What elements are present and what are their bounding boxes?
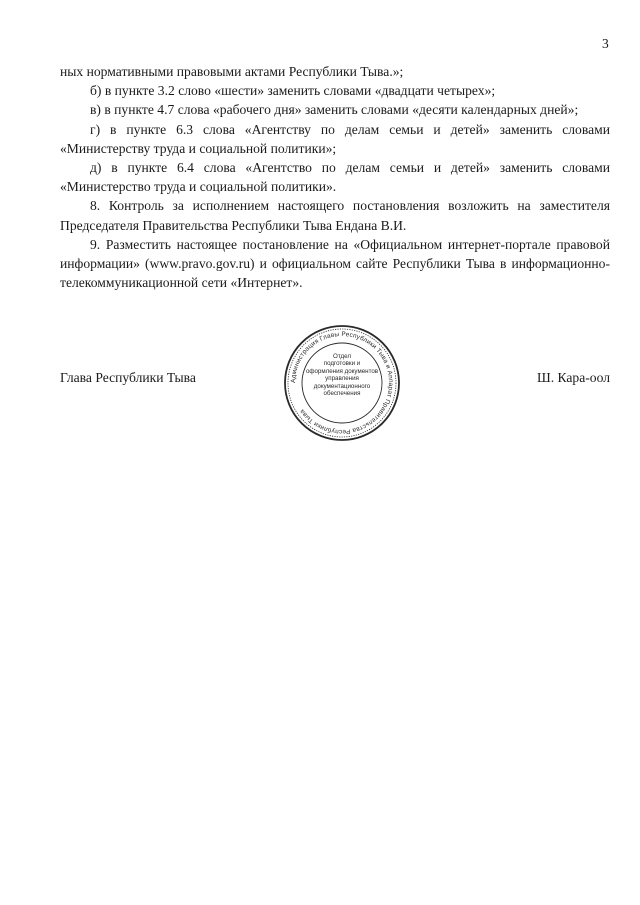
paragraph-item-b: б) в пункте 3.2 слово «шести» заменить словами «двадцати четырех»; (90, 83, 496, 99)
official-seal (282, 323, 402, 443)
seal-line: документационного (313, 382, 371, 390)
seal-ring-text: Администрация Главы Республики Тыва и Аппарат Правительства Республики Тыва (289, 330, 395, 436)
document-body (60, 62, 610, 292)
paragraph-continuation: ных нормативными правовыми актами Республики Тыва.»; (60, 64, 404, 79)
paragraph-item-d: д) в пункте 6.4 слова «Агентство по делам семьи и детей» заменить словами «Министерство труда и социальной политики». (60, 160, 610, 195)
signer-name: Ш. Кара-оол (537, 370, 610, 385)
paragraph-item-g: г) в пункте 6.3 слова «Агентству по делам семьи и детей» заменить словами «Министерству труда и социальной политики»; (60, 121, 610, 156)
paragraph-9: 9. Разместить настоящее постановление на «Официальном интернет-портале правовой информации» (www.pravo.gov.ru) и официальном сайте Республики Тыва в информационно-телекоммуникационной сети «Интернет». (60, 236, 610, 291)
paragraph-item-v: в) в пункте 4.7 слова «рабочего дня» заменить словами «десяти календарных дней»; (90, 102, 579, 118)
seal-line: Отдел (333, 353, 351, 360)
seal-line: обеспечения (323, 390, 361, 398)
seal-line: управления (325, 375, 359, 383)
seal-line: подготовки и (323, 360, 361, 368)
seal-center-text (302, 353, 382, 397)
page-number: 3 (602, 36, 609, 51)
signer-title: Глава Республики Тыва (60, 370, 196, 385)
paragraph-8: 8. Контроль за исполнением настоящего постановления возложить на заместителя Председателя Правительства Республики Тыва Ендана В.И. (60, 198, 610, 233)
seal-line: оформления документов (305, 367, 379, 375)
